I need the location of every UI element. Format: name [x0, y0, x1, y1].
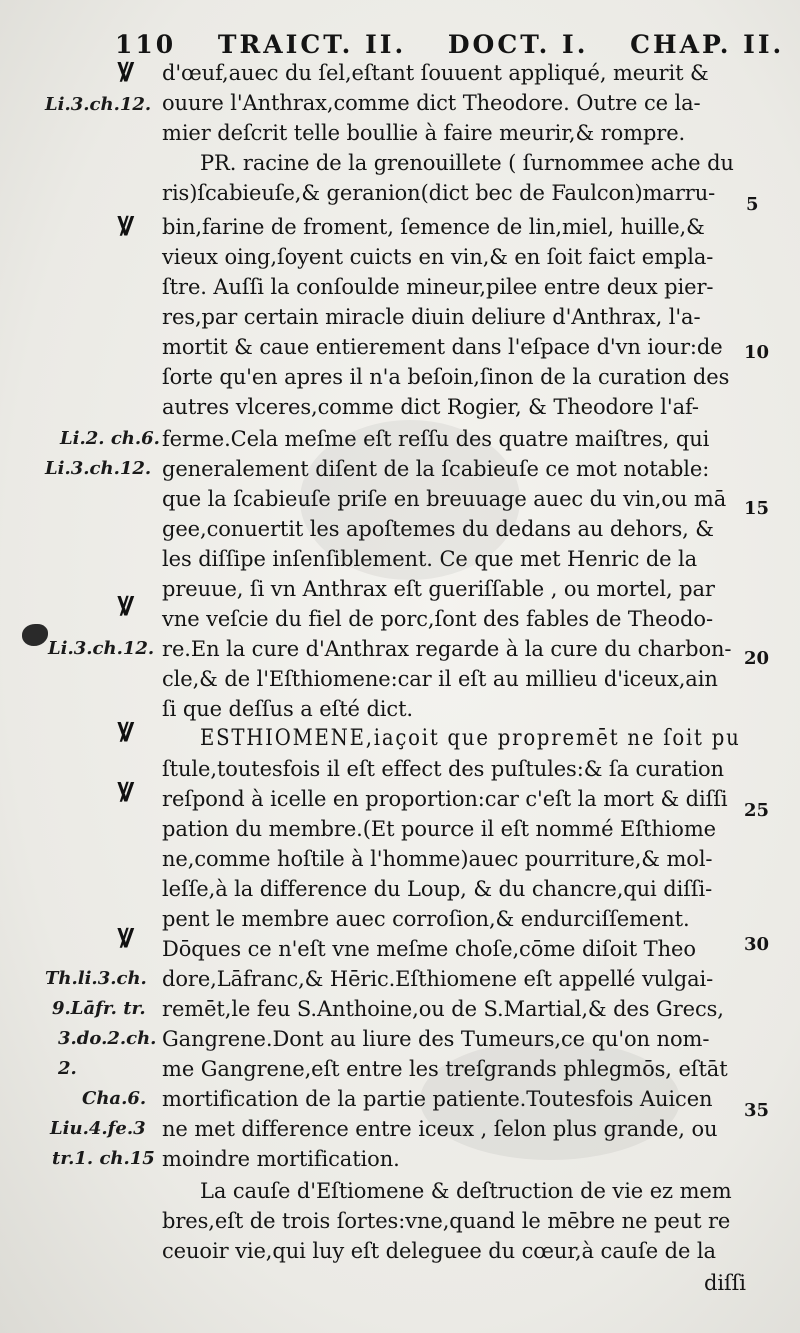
pilcrow-mark: Ꝟ: [118, 58, 134, 88]
text-line: pent le membre auec corroſion,& endurciſſement.: [162, 907, 690, 931]
margin-note: Li.3.ch.12.: [45, 94, 152, 115]
text-line: mier deſcrit telle boullie à faire meurir,& rompre.: [162, 121, 686, 145]
text-line: bin,farine de froment, ſemence de lin,miel, huille,&: [162, 215, 705, 239]
line-number: 35: [744, 1100, 770, 1121]
margin-note: Li.3.ch.12.: [48, 638, 155, 659]
text-line: re.En la cure d'Anthrax regarde à la cure du charbon-: [162, 637, 732, 661]
text-line: ſtre. Auſſi la conſoulde mineur,pilee entre deux pier-: [162, 275, 714, 299]
margin-note: 2.: [58, 1058, 77, 1079]
text-line: gee,conuertit les apoſtemes du dedans au dehors, &: [162, 517, 714, 541]
line-number: 15: [744, 498, 770, 519]
text-line: ſorte qu'en apres il n'a beſoin,ſinon de la curation des: [162, 365, 730, 389]
margin-note: tr.1. ch.15: [52, 1148, 155, 1169]
text-line: les diſſipe inſenſiblement. Ce que met Henric de la: [162, 547, 698, 571]
text-line: Dōques ce n'eſt vne meſme choſe,cōme diſoit Theo: [162, 937, 696, 961]
text-line: vne veſcie du fiel de porc,ſont des fables de Theodo-: [162, 607, 713, 631]
text-line: ſi que deſſus a eſté dict.: [162, 697, 413, 721]
text-line: reſpond à icelle en proportion:car c'eſt la mort & diſſi: [162, 787, 728, 811]
line-number: 25: [744, 800, 770, 821]
text-line: que la ſcabieuſe priſe en breuuage auec du vin,ou mā: [162, 487, 727, 511]
text-line: d'œuf,auec du ſel,eſtant ſouuent appliqué, meurit &: [162, 61, 709, 85]
text-line: res,par certain miracle diuin deliure d'Anthrax, l'a-: [162, 305, 701, 329]
running-title-part: DOCT. I.: [447, 30, 589, 59]
text-line: moindre mortification.: [162, 1147, 400, 1171]
pilcrow-mark: Ꝟ: [118, 592, 134, 622]
margin-note: Li.2. ch.6.: [60, 428, 160, 449]
text-line: vieux oing,ſoyent cuicts en vin,& en ſoit faict empla-: [162, 245, 714, 269]
margin-note: 9.Lāfr. tr.: [52, 998, 146, 1019]
line-number: 5: [746, 194, 759, 215]
text-line: preuue, ſi vn Anthrax eſt gueriſſable , ou mortel, par: [162, 577, 715, 601]
running-title-part: CHAP. II.: [630, 30, 785, 59]
running-title-part: TRAICT. II.: [217, 30, 407, 59]
text-line: remēt,le feu S.Anthoine,ou de S.Martial,& des Grecs,: [162, 997, 724, 1021]
text-line: pation du membre.(Et pource il eſt nommé Eſthiome: [162, 817, 716, 841]
margin-note: Liu.4.fe.3: [50, 1118, 146, 1139]
text-line: dore,Lāfranc,& Hēric.Eſthiomene eſt appellé vulgai-: [162, 967, 714, 991]
text-line: ESTHIOMENE,iaçoit que propremēt ne ſoit pu: [200, 726, 741, 751]
ink-blot: [22, 624, 48, 646]
text-line: ferme.Cela meſme eſt reſſu des quatre maiſtres, qui: [162, 427, 710, 451]
line-number: 20: [744, 648, 770, 669]
text-line: ouure l'Anthrax,comme dict Theodore. Outre ce la-: [162, 91, 701, 115]
text-line: leſſe,à la difference du Loup, & du chancre,qui diſſi-: [162, 877, 713, 901]
margin-note: Li.3.ch.12.: [45, 458, 152, 479]
margin-note: Cha.6.: [82, 1088, 147, 1109]
text-line: bres,eſt de trois ſortes:vne,quand le mēbre ne peut re: [162, 1209, 731, 1233]
text-line: cle,& de l'Eſthiomene:car il eſt au millieu d'iceux,ain: [162, 667, 718, 691]
pilcrow-mark: Ꝟ: [118, 778, 134, 808]
text-line: ne,comme hoſtile à l'homme)auec pourriture,& mol-: [162, 847, 713, 871]
text-line: ſtule,toutesfois il eſt effect des puſtules:& ſa curation: [162, 757, 724, 781]
text-line: ceuoir vie,qui luy eſt deleguee du cœur,à cauſe de la: [162, 1239, 716, 1263]
text-line: mortification de la partie patiente.Toutesfois Auicen: [162, 1087, 713, 1111]
pilcrow-mark: Ꝟ: [118, 718, 134, 748]
pilcrow-mark: Ꝟ: [118, 212, 134, 242]
page-number: 110: [115, 30, 177, 59]
text-line: me Gangrene,eſt entre les treſgrands phlegmōs, eſtāt: [162, 1057, 728, 1081]
margin-note: 3.do.2.ch.: [58, 1028, 157, 1049]
line-number: 30: [744, 934, 770, 955]
text-line: generalement diſent de la ſcabieuſe ce mot notable:: [162, 457, 710, 481]
text-line: mortit & caue entierement dans l'eſpace d'vn iour:de: [162, 335, 723, 359]
margin-note: Th.li.3.ch.: [45, 968, 147, 989]
text-line: ris)ſcabieuſe,& geranion(dict bec de Faulcon)marru-: [162, 181, 716, 205]
catchword: diſſi: [704, 1271, 746, 1295]
pilcrow-mark: Ꝟ: [118, 924, 134, 954]
text-line: La cauſe d'Eſtiomene & deſtruction de vie ez mem: [200, 1179, 732, 1203]
line-number: 10: [744, 342, 770, 363]
text-line: ne met difference entre iceux , ſelon plus grande, ou: [162, 1117, 718, 1141]
text-line: autres vlceres,comme dict Rogier, & Theodore l'af-: [162, 395, 699, 419]
text-line: Gangrene.Dont au liure des Tumeurs,ce qu'on nom-: [162, 1027, 710, 1051]
text-line: PR. racine de la grenouillete ( ſurnommee ache du: [200, 151, 734, 175]
